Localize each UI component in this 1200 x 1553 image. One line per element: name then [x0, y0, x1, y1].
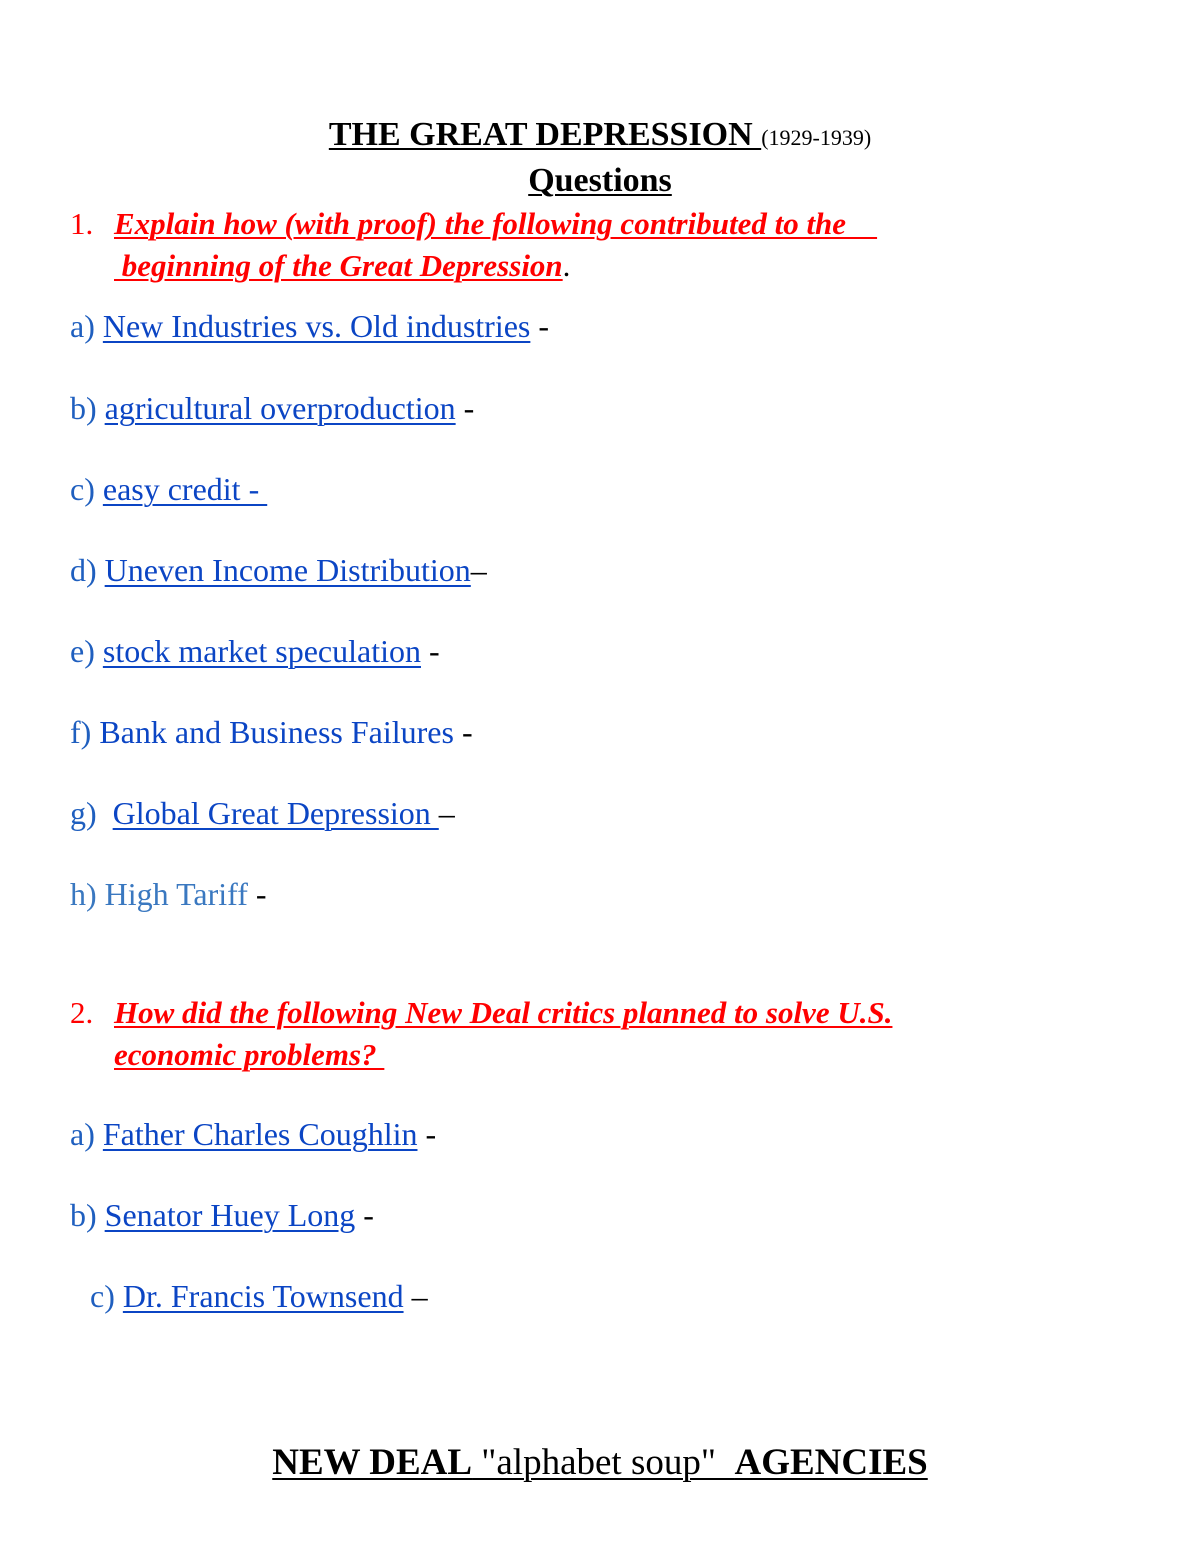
title-main: THE GREAT DEPRESSION [328, 116, 762, 153]
item-dash: - [530, 308, 550, 344]
list-item [70, 469, 267, 509]
item-letter: d) [70, 552, 97, 588]
item-term[interactable]: stock market speculation [102, 633, 421, 669]
item-term[interactable]: Dr. Francis Townsend [122, 1278, 404, 1314]
list-item [70, 1114, 436, 1154]
item-term[interactable]: Uneven Income Distribution [104, 552, 471, 588]
question-2-line-2: economic problems? [114, 1037, 385, 1072]
item-dash: - [247, 876, 267, 912]
item-term[interactable]: easy credit - [102, 471, 268, 507]
item-dash: - [355, 1197, 374, 1233]
item-dash: – [403, 1278, 428, 1314]
list-item [70, 874, 267, 914]
item-letter: c) [90, 1278, 115, 1314]
item-term[interactable]: Father Charles Coughlin [102, 1116, 418, 1152]
item-term[interactable]: New Industries vs. Old industries [102, 308, 531, 344]
footer-agencies: AGENCIES [734, 1442, 928, 1483]
list-item [70, 712, 473, 752]
item-letter: f) [70, 714, 92, 750]
list-item [70, 550, 487, 590]
footer-new-deal: NEW DEAL [272, 1442, 473, 1483]
question-1-number: 1. [70, 206, 94, 241]
footer-alphabet-soup: "alphabet soup" [472, 1442, 735, 1483]
item-letter: b) [70, 1197, 97, 1233]
title-dates: (1929-1939) [761, 125, 872, 150]
item-term[interactable]: Senator Huey Long [104, 1197, 356, 1233]
item-letter: c) [70, 471, 95, 507]
item-letter: e) [70, 633, 95, 669]
question-2-number: 2. [70, 995, 94, 1030]
question-1-line-2: beginning of the Great Depression [114, 248, 563, 283]
item-letter: a) [70, 1116, 95, 1152]
item-letter: h) [70, 876, 97, 912]
question-2-line-1: How did the following New Deal critics planned to solve U.S. [114, 995, 893, 1030]
item-term: Bank and Business Failures [99, 714, 454, 750]
item-dash: - [420, 633, 440, 669]
item-dash: - [455, 390, 475, 426]
question-1-period: . [562, 248, 571, 283]
list-item [70, 793, 455, 833]
item-term[interactable]: Global Great Depression [112, 795, 439, 831]
question-2 [70, 992, 1150, 1076]
question-1-line-1: Explain how (with proof) the following contributed to the [114, 206, 878, 241]
item-dash: - [417, 1116, 437, 1152]
question-1 [70, 203, 1150, 287]
page-subtitle: Questions [528, 162, 672, 199]
item-letter: g) [70, 795, 105, 831]
item-dash: – [438, 795, 455, 831]
section-heading-agencies [0, 1438, 1200, 1488]
item-dash: – [470, 552, 487, 588]
page-title [0, 110, 1200, 163]
list-item [70, 306, 549, 346]
item-letter: b) [70, 390, 97, 426]
item-dash: - [453, 714, 473, 750]
list-item [70, 631, 440, 671]
list-item [90, 1276, 428, 1316]
list-item [70, 1195, 374, 1235]
item-letter: a) [70, 308, 95, 344]
list-item [70, 388, 474, 428]
item-term: High Tariff [104, 876, 248, 912]
item-term[interactable]: agricultural overproduction [104, 390, 456, 426]
